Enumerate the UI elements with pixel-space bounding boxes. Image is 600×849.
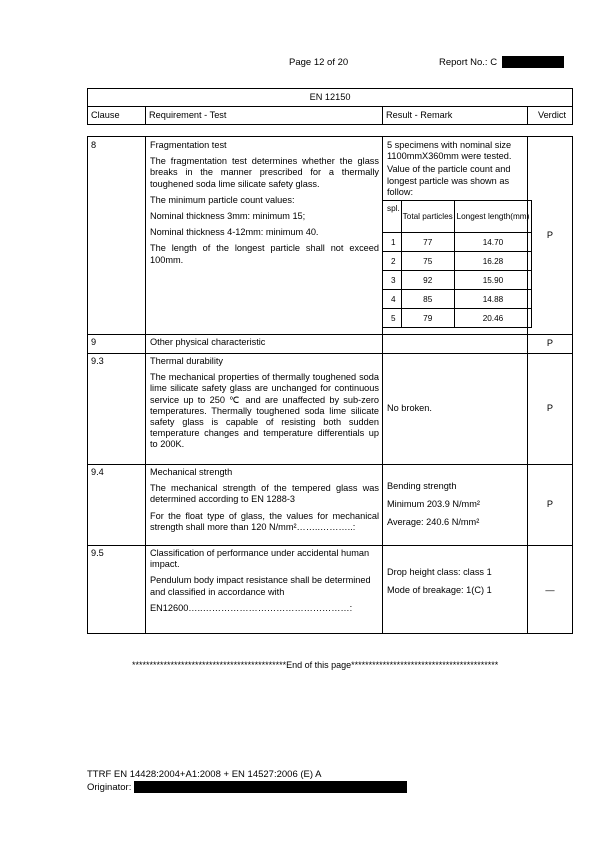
- particle-table-header: spl.: [383, 201, 402, 233]
- verdict-cell: [527, 353, 572, 464]
- requirement-text: For the float type of glass, the values for mechanical strength shall more than 120 N/mm²……..………..:: [150, 510, 379, 532]
- particle-longest: 20.46: [454, 309, 531, 328]
- col-result: Result - Remark: [382, 107, 452, 124]
- result-text: 5 specimens with nominal size 1100mmX360mm were tested.: [387, 140, 512, 162]
- result-text: Value of the particle count and longest particle was shown as follow:: [387, 164, 511, 197]
- page-number: Page 12 of 20: [289, 57, 349, 68]
- table-row: [88, 464, 572, 546]
- requirement-cell: [145, 353, 382, 464]
- clause-cell: 9: [91, 337, 97, 347]
- requirement-title: Mechanical strength: [150, 467, 233, 477]
- col-requirement: Requirement - Test: [145, 107, 226, 124]
- requirement-text: Nominal thickness 3mm: minimum 15;: [150, 211, 306, 222]
- verdict-cell: [527, 334, 572, 353]
- particle-table-header: Longest length(mm): [454, 201, 531, 233]
- requirements-table: [87, 136, 573, 634]
- clause-cell: 9.3: [91, 356, 104, 366]
- clause-cell: 9.5: [91, 548, 104, 558]
- footer-form-id: TTRF EN 14428:2004+A1:2008 + EN 14527:2006 (E) A: [87, 769, 322, 780]
- redaction-bar: [502, 56, 564, 68]
- requirement-text: Nominal thickness 4-12mm: minimum 40.: [150, 227, 319, 238]
- requirement-text: The length of the longest particle shall not exceed 100mm.: [150, 243, 379, 265]
- table-row: [88, 353, 572, 465]
- requirement-title: Other physical characteristic: [150, 337, 266, 347]
- requirement-text: The minimum particle count values:: [150, 194, 295, 205]
- requirement-cell: [145, 334, 382, 353]
- particle-spl: 1: [383, 233, 402, 252]
- result-cell: [382, 137, 530, 334]
- result-cell: [382, 353, 527, 464]
- result-text: Mode of breakage: 1(C) 1: [387, 585, 492, 596]
- particle-spl: 2: [383, 252, 402, 271]
- table-row: [88, 137, 572, 335]
- verdict-value: P: [546, 499, 554, 509]
- particle-spl: 3: [383, 271, 402, 290]
- result-text: Minimum 203.9 N/mm²: [387, 499, 480, 510]
- particle-longest: 14.70: [454, 233, 531, 252]
- col-verdict: Verdict: [527, 107, 573, 124]
- verdict-cell: [527, 137, 572, 334]
- requirement-text: The fragmentation test determines whether the glass breaks in the manner prescribed for a thermally toughened soda lime silicate safety glass.: [150, 156, 379, 189]
- verdict-value: P: [546, 338, 554, 348]
- particle-total: 79: [401, 309, 454, 328]
- standard-title: EN 12150: [88, 89, 572, 107]
- requirement-text: Pendulum body impact resistance shall be determined and classified in accordance with: [150, 575, 371, 597]
- result-text: Bending strength: [387, 481, 457, 491]
- clause-cell: 8: [91, 140, 97, 150]
- result-cell: [382, 464, 527, 545]
- particle-longest: 16.28: [454, 252, 531, 271]
- verdict-value: P: [546, 230, 554, 240]
- particle-spl: 5: [383, 309, 402, 328]
- verdict-cell: [527, 545, 572, 633]
- result-text: Average: 240.6 N/mm²: [387, 517, 480, 528]
- particle-total: 85: [401, 290, 454, 309]
- particle-spl: 4: [383, 290, 402, 309]
- report-number-label: Report No.: C: [439, 57, 498, 68]
- requirement-cell: [145, 464, 382, 545]
- col-clause: Clause: [91, 110, 120, 120]
- requirement-title: Classification of performance under accidental human impact.: [150, 548, 370, 570]
- particle-longest: 15.90: [454, 271, 531, 290]
- particle-table-header: Total particles: [401, 201, 454, 233]
- result-cell: [382, 334, 527, 353]
- requirement-title: Thermal durability: [150, 356, 224, 366]
- particle-longest: 14.88: [454, 290, 531, 309]
- particle-total: 75: [401, 252, 454, 271]
- requirement-cell: [145, 137, 382, 334]
- result-text: No broken.: [387, 403, 432, 413]
- requirement-text: The mechanical strength of the tempered glass was determined according to EN 1288-3: [150, 483, 379, 505]
- footer-originator: Originator:: [87, 782, 132, 793]
- verdict-value: P: [546, 403, 554, 413]
- table-row: [88, 334, 572, 354]
- requirement-text: EN12600…..…………………………………………:: [150, 602, 353, 613]
- requirement-cell: [145, 545, 382, 633]
- requirement-text: The mechanical properties of thermally toughened soda lime silicate safety glass are unchanged for continuous service up to 250 ℃ and are unaffected by sub-zero temperatures. Thermally toughened soda lime silicate safety glass is capable of resisting both sudden temperature changes and temperature differentials up to 200K.: [150, 372, 379, 450]
- particle-table: [382, 200, 532, 328]
- result-text: Drop height class: class 1: [387, 567, 492, 577]
- clause-cell: 9.4: [91, 467, 104, 477]
- particle-total: 92: [401, 271, 454, 290]
- result-cell: [382, 545, 527, 633]
- table-row: [88, 545, 572, 633]
- verdict-cell: [527, 464, 572, 545]
- particle-total: 77: [401, 233, 454, 252]
- end-of-page-marker: ********************************************End of this page******************************************: [132, 660, 499, 670]
- table-header: [87, 88, 573, 125]
- verdict-value: —: [545, 585, 555, 595]
- redaction-bar: [134, 781, 407, 793]
- requirement-title: Fragmentation test: [150, 140, 227, 150]
